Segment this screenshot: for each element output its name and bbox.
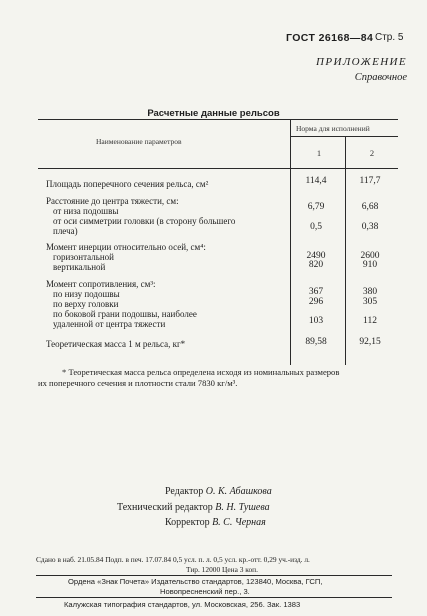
table-row-label: Момент сопротивления, см³:	[46, 279, 156, 289]
imprint-line-4: Новопресненский пер., 3.	[160, 587, 250, 596]
table-row-value-2: 0,38	[361, 222, 379, 232]
table-row-label: удаленной от центра тяжести	[53, 319, 166, 329]
table-row-label: от оси симметрии головки (в сторону большего	[53, 216, 236, 226]
table-title: Расчетные данные рельсов	[147, 108, 280, 119]
corrector-label: Корректор	[165, 517, 210, 528]
table-row-label: вертикальной	[53, 262, 106, 272]
footnote-line-2: их поперечного сечения и плотности стали 7830 кг/м³.	[38, 378, 238, 388]
table-row-value-1: 367	[308, 287, 324, 297]
col-2-header: 2	[369, 148, 375, 158]
table-row-label: Площадь поперечного сечения рельса, см²	[46, 179, 209, 189]
table-top-rule	[38, 119, 398, 120]
page-number: Стр. 5	[375, 32, 404, 43]
table-row-value-1: 0,5	[310, 222, 322, 232]
table-row-label: горизонтальной	[53, 252, 114, 262]
table-row-value-1: 6,79	[307, 202, 325, 212]
editor-label: Редактор	[165, 486, 204, 497]
imprint-line-3: Ордена «Знак Почета» Издательство стандартов, 123840, Москва, ГСП,	[68, 577, 323, 586]
table-row-label: по низу подошвы	[53, 289, 120, 299]
table-row-value-2: 6,68	[361, 202, 379, 212]
imprint-line-1: Сдано в наб. 21.05.84 Подп. в печ. 17.07.84 0,5 усл. п. л. 0,5 усл. кр.-отт. 0,29 уч.-изд. л.	[36, 555, 310, 564]
imprint-line-5: Калужская типография стандартов, ул. Московская, 256. Зак. 1383	[64, 600, 301, 609]
footnote-line-1: * Теоретическая масса рельса определена исходя из номинальных размеров	[62, 367, 340, 377]
editor-name: О. К. Абашкова	[205, 486, 272, 497]
imprint-rule-1	[36, 575, 392, 576]
tech-editor-name: В. Н. Тушева	[215, 502, 270, 513]
imprint-rule-2	[36, 597, 392, 598]
tech-editor-line	[117, 502, 270, 513]
table-row-value-2: 380	[362, 287, 378, 297]
corrector-line	[165, 517, 266, 528]
table-header-rule	[38, 168, 398, 169]
table-row-label: Момент инерции относительно осей, см⁴:	[46, 242, 206, 252]
table-row-value-1: 820	[308, 260, 324, 270]
table-row-label: по верху головки	[53, 299, 119, 309]
corrector-name: В. С. Черная	[212, 517, 266, 528]
editor-line	[165, 486, 272, 497]
table-row-label: Теоретическая масса 1 м рельса, кг*	[46, 339, 186, 349]
table-row-value-1: 89,58	[305, 337, 327, 347]
table-row-value-2: 305	[362, 297, 378, 307]
appendix-title: ПРИЛОЖЕНИЕ	[316, 56, 407, 68]
table-row-value-1: 296	[308, 297, 324, 307]
table-row-label: по боковой грани подошвы, наиболее	[53, 309, 197, 319]
table-norm-rule	[290, 136, 398, 137]
table-row-value-1: 114,4	[305, 176, 327, 186]
norm-column-header: Норма для исполнений	[296, 124, 370, 133]
appendix-subtitle: Справочное	[354, 72, 407, 83]
standard-number: ГОСТ 26168—84	[286, 32, 374, 44]
col-1-header: 1	[316, 148, 322, 158]
param-column-header: Наименование параметров	[96, 137, 182, 146]
table-row-value-2: 92,15	[359, 337, 381, 347]
table-row-label: плеча)	[53, 226, 78, 236]
table-row-value-1: 2490	[306, 251, 326, 261]
table-row-value-2: 2600	[360, 251, 380, 261]
table-row-label: Расстояние до центра тяжести, см:	[46, 196, 179, 206]
table-row-value-1: 103	[308, 316, 324, 326]
table-row-value-2: 910	[362, 260, 378, 270]
table-row-label: от низа подошвы	[53, 206, 119, 216]
tech-editor-label: Технический редактор	[117, 502, 213, 513]
table-row-value-2: 117,7	[359, 176, 381, 186]
imprint-line-2: Тир. 12000 Цена 3 коп.	[186, 565, 258, 574]
table-param-divider	[290, 119, 291, 365]
table-row-value-2: 112	[363, 316, 377, 326]
